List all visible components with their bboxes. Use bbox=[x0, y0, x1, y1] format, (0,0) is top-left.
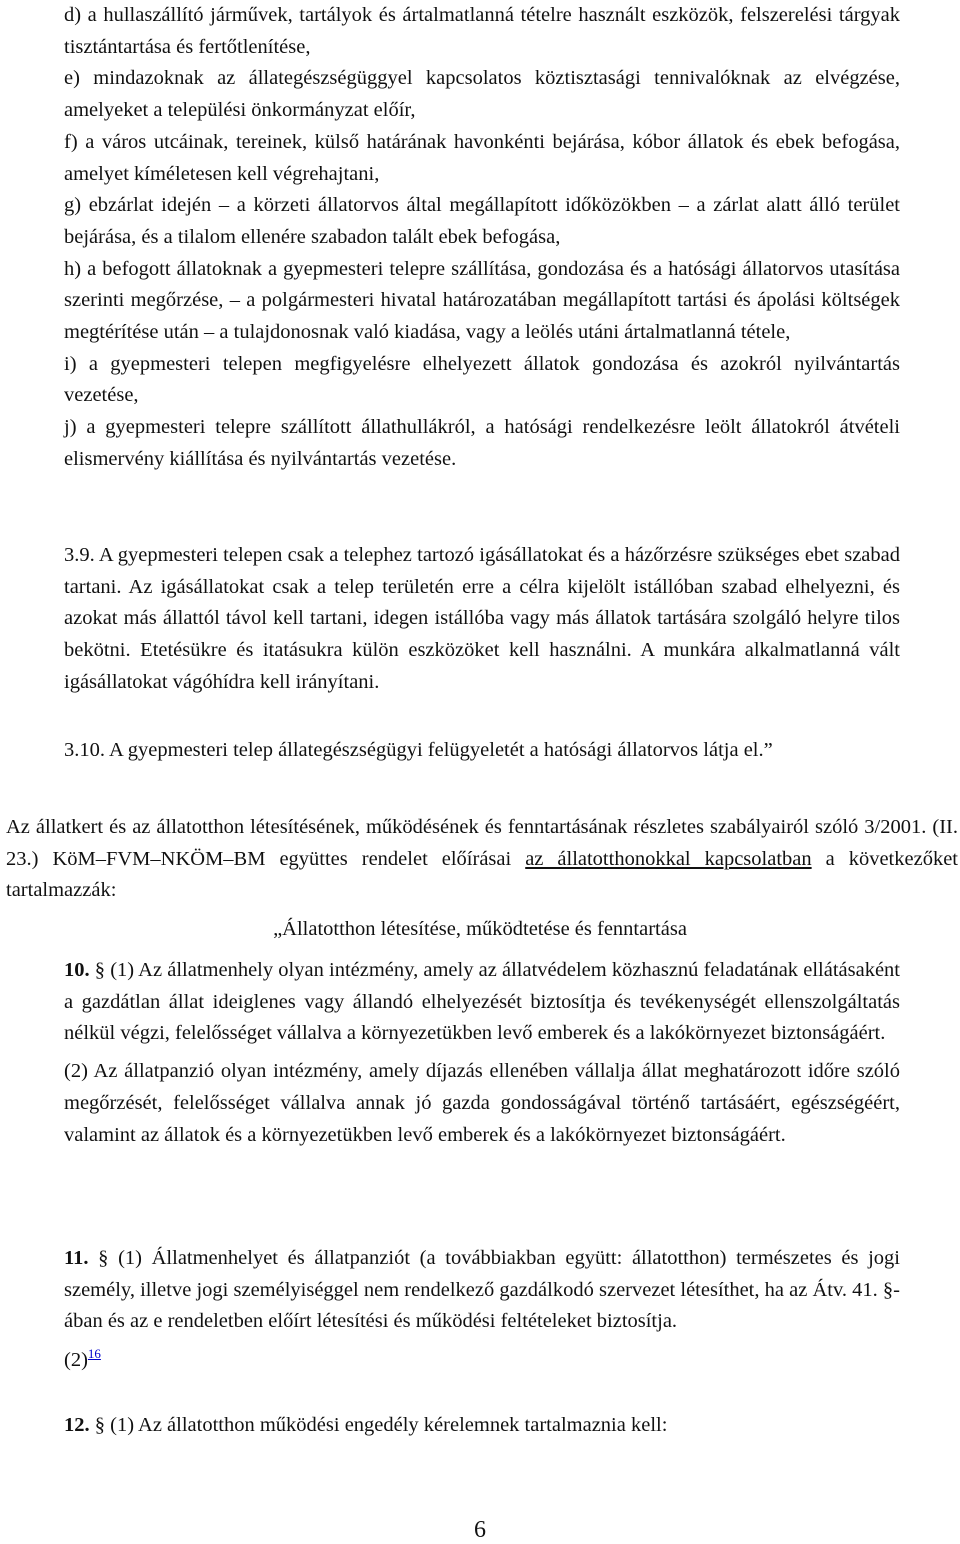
list-item-h: h) a befogott állatoknak a gyepmesteri telepre szállítása, gondozása és a hatósági állatorvos utasítása szerinti megőrzése, – a polgármesteri hivatal határozatában megállapított tartási és ápolási költségek megtérítése után – a tulajdonosnak való kiadása, vagy a leölés utáni ártalmatlanná tétele, bbox=[64, 257, 900, 344]
section-11-number: 11. bbox=[64, 1247, 89, 1269]
list-item-g: g) ebzárlat idején – a körzeti állatorvos által megállapított időközökben – a zárlat alatt álló terület bejárása, és a tilalom ellenére szabadon talált ebek befogása, bbox=[64, 194, 900, 248]
para-3-10-text: 3.10. A gyepmesteri telep állategészségügyi felügyeletét a hatósági állatorvos látja el.” bbox=[64, 739, 773, 761]
page-number: 6 bbox=[474, 1517, 486, 1543]
section-12 bbox=[64, 1410, 900, 1442]
section-10-number: 10. bbox=[64, 959, 90, 981]
para-3-9 bbox=[64, 540, 900, 699]
intro-link[interactable]: az állatotthonokkal kapcsolatban bbox=[525, 847, 812, 870]
para-3-10 bbox=[64, 735, 900, 767]
section-10 bbox=[64, 955, 900, 1151]
footnote-ref-16[interactable]: 16 bbox=[87, 1346, 101, 1362]
list-item-e: e) mindazoknak az állategészségüggyel kapcsolatos köztisztasági tennivalóknak az elvégzése, amelyeket a települési önkormányzat előír, bbox=[64, 67, 900, 122]
section-11-para-2-label: (2) bbox=[64, 1348, 88, 1371]
list-item-i: i) a gyepmesteri telepen megfigyelésre elhelyezett állatok gondozása és azokról nyilvántartás vezetése, bbox=[64, 352, 900, 407]
section-11 bbox=[64, 1243, 900, 1377]
list-item-f: f) a város utcáinak, tereinek, külső határának havonkénti bejárása, kóbor állatok és ebek befogása, amelyet kíméletesen kell végrehajtani, bbox=[64, 130, 900, 185]
list-item-j: j) a gyepmesteri telepre szállított állathullákról, a hatósági rendelkezésre leölt állatokról átvételi elismervény kiállítása és nyilvántartás vezetése. bbox=[64, 416, 900, 470]
section-11-para-1: § (1) Állatmenhelyet és állatpanziót (a továbbiakban együtt: állatotthon) természetes és jogi személy, illetve jogi személyiséggel nem rendelkező gazdálkodó szervezet létesíthet, ha az Átv. 41. §-ában és az e rendeletben előírt létesítési és működési feltételeket biztosítja. bbox=[64, 1247, 900, 1333]
section-title: „Állatotthon létesítése, működtetése és fenntartása bbox=[273, 918, 687, 940]
para-3-9-text: 3.9. A gyepmesteri telepen csak a telephez tartozó igásállatokat és a házőrzésre szükséges ebet szabad tartani. Az igásállatokat csak a telep területén erre a célra kijelölt istállóban szabad elhelyezni, és azokat más állattól távol kell tartani, idegen istállóba vagy más állatok tartására szolgáló helyre tilos bekötni. Etetésükre és itatásukra külön eszközöket kell használni. A munkára alkalmatlanná vált igásállatokat vágóhídra kell irányítani. bbox=[64, 544, 900, 693]
intro-text-after: a következőket tartalmazzák: bbox=[6, 847, 958, 902]
section-12-number: 12. bbox=[64, 1414, 90, 1436]
section-12-para-1: § (1) Az állatotthon működési engedély kérelemnek tartalmaznia kell: bbox=[89, 1414, 668, 1436]
intro-text-before: Az állatkert és az állatotthon létesítésének, működésének és fenntartásának részletes szabályairól szóló 3/2001. (II. 23.) KöM–FVM–NKÖM–BM együttes rendelet előírásai bbox=[6, 816, 958, 870]
list-block bbox=[64, 0, 900, 476]
intro-paragraph bbox=[6, 812, 958, 907]
section-10-para-2: (2) Az állatpanzió olyan intézmény, amely díjazás ellenében vállalja állat meghatározott időre szóló megőrzését, felelősséget vállalva annak jó gazda gondosságával történő tartásáért, egészségéért, valamint az állatok és a környezetükben levő emberek és a lakókörnyezet biztonságáért. bbox=[64, 1060, 900, 1146]
list-item-d: d) a hullaszállító járművek, tartályok és ártalmatlanná tételre használt eszközök, felszerelési tárgyak tisztántartása és fertőtlenítése, bbox=[64, 4, 900, 58]
section-10-para-1: § (1) Az állatmenhely olyan intézmény, amely az állatvédelem közhasznú feladatának ellátásaként a gazdátlan állat ideiglenes vagy állandó elhelyezését biztosítja és tevékenységét ellenszolgáltatás nélkül végzi, felelősséget vállalva a környezetükben levő emberek és a lakókörnyezet biztonságáért. bbox=[64, 959, 900, 1045]
